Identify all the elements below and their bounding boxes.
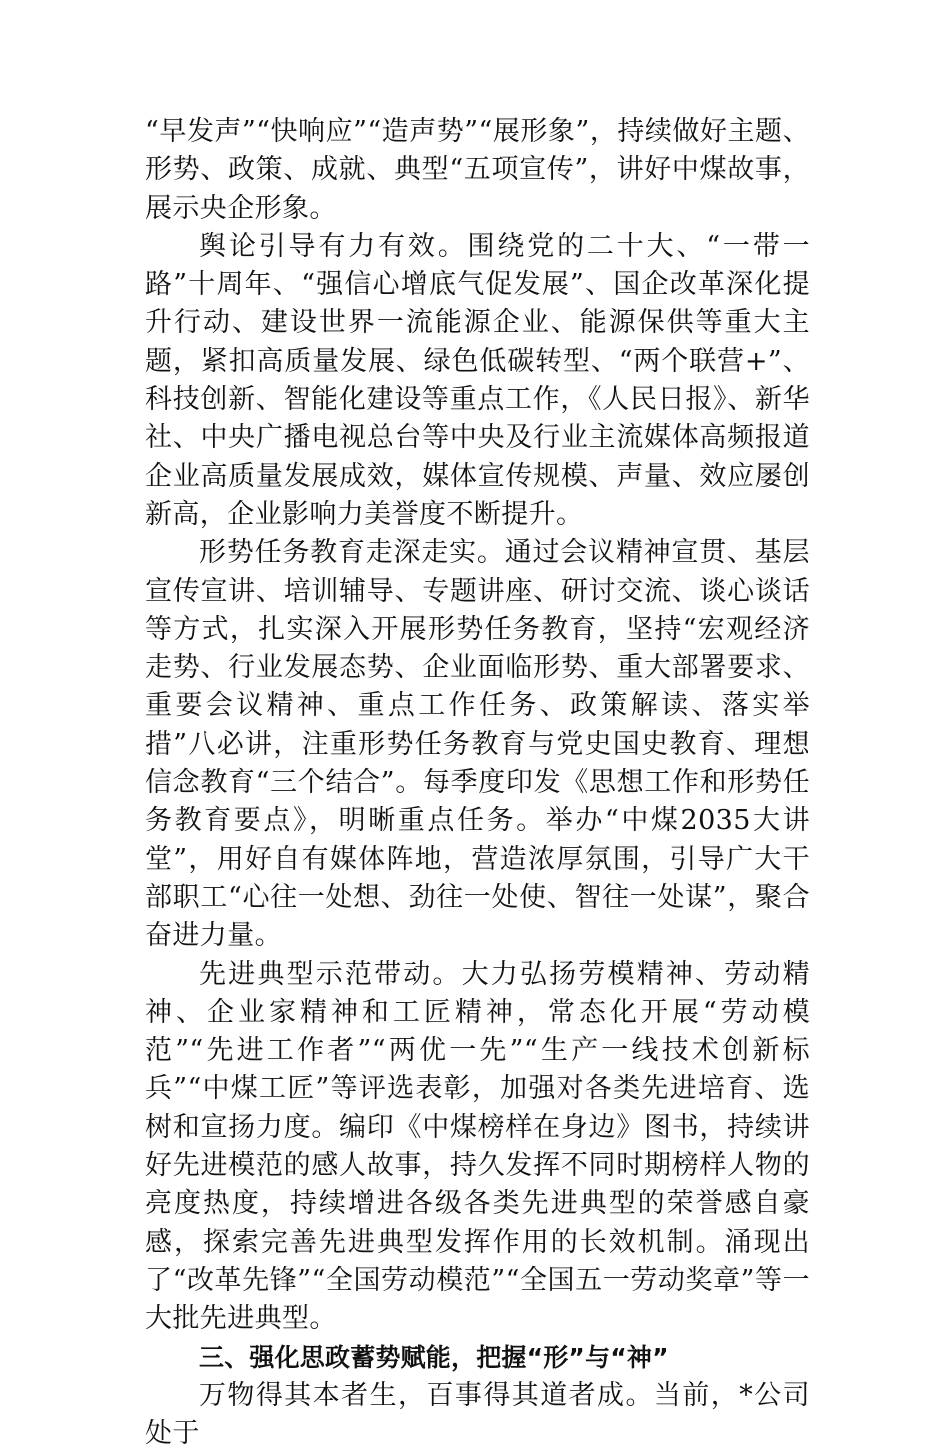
paragraph-closing: 万物得其本者生，百事得其道者成。当前，*公司处于: [145, 1379, 810, 1450]
paragraph-situation-education: 形势任务教育走深走实。通过会议精神宣贯、基层宣传宣讲、培训辅导、专题讲座、研讨交流、谈心谈话等方式，扎实深入开展形势任务教育，坚持“宏观经济走势、行业发展态势、企业面临形势、重大部署要求、重要会议精神、重点工作任务、政策解读、落实举措”八必讲，注重形势任务教育与党史国史教育、理想信念教育“三个结合”。每季度印发《思想工作和形势任务教育要点》，明晰重点任务。举办“中煤2035大讲堂”，用好自有媒体阵地，营造浓厚氛围，引导广大干部职工“心往一处想、劲往一处使、智往一处谋”，聚合奋进力量。: [145, 537, 810, 952]
section-heading: 三、强化思政蓄势赋能，把握“形”与“神”: [199, 1342, 669, 1372]
document-body: [145, 113, 810, 1453]
paragraph-continuation: “早发声”“快响应”“造声势”“展形象”，持续做好主题、形势、政策、成就、典型“五项宣传”，讲好中煤故事，展示央企形象。: [145, 116, 810, 224]
paragraph-advanced-models: 先进典型示范带动。大力弘扬劳模精神、劳动精神、企业家精神和工匠精神，常态化开展“劳动模范”“先进工作者”“两优一先”“生产一线技术创新标兵”“中煤工匠”等评选表彰，加强对各类先进培育、选树和宣扬力度。编印《中煤榜样在身边》图书，持续讲好先进模范的感人故事，持久发挥不同时期榜样人物的亮度热度，持续增进各级各类先进典型的荣誉感自豪感，探索完善先进典型发挥作用的长效机制。涌现出了“改革先锋”“全国劳动模范”“全国五一劳动奖章”等一大批先进典型。: [145, 958, 810, 1335]
paragraph-public-opinion: 舆论引导有力有效。围绕党的二十大、“一带一路”十周年、“强信心增底气促发展”、国企改革深化提升行动、建设世界一流能源企业、能源保供等重大主题，紧扣高质量发展、绿色低碳转型、“两个联营+”、科技创新、智能化建设等重点工作，《人民日报》、新华社、中央广播电视总台等中央及行业主流媒体高频报道企业高质量发展成效，媒体宣传规模、声量、效应屡创新高，企业影响力美誉度不断提升。: [145, 230, 810, 530]
